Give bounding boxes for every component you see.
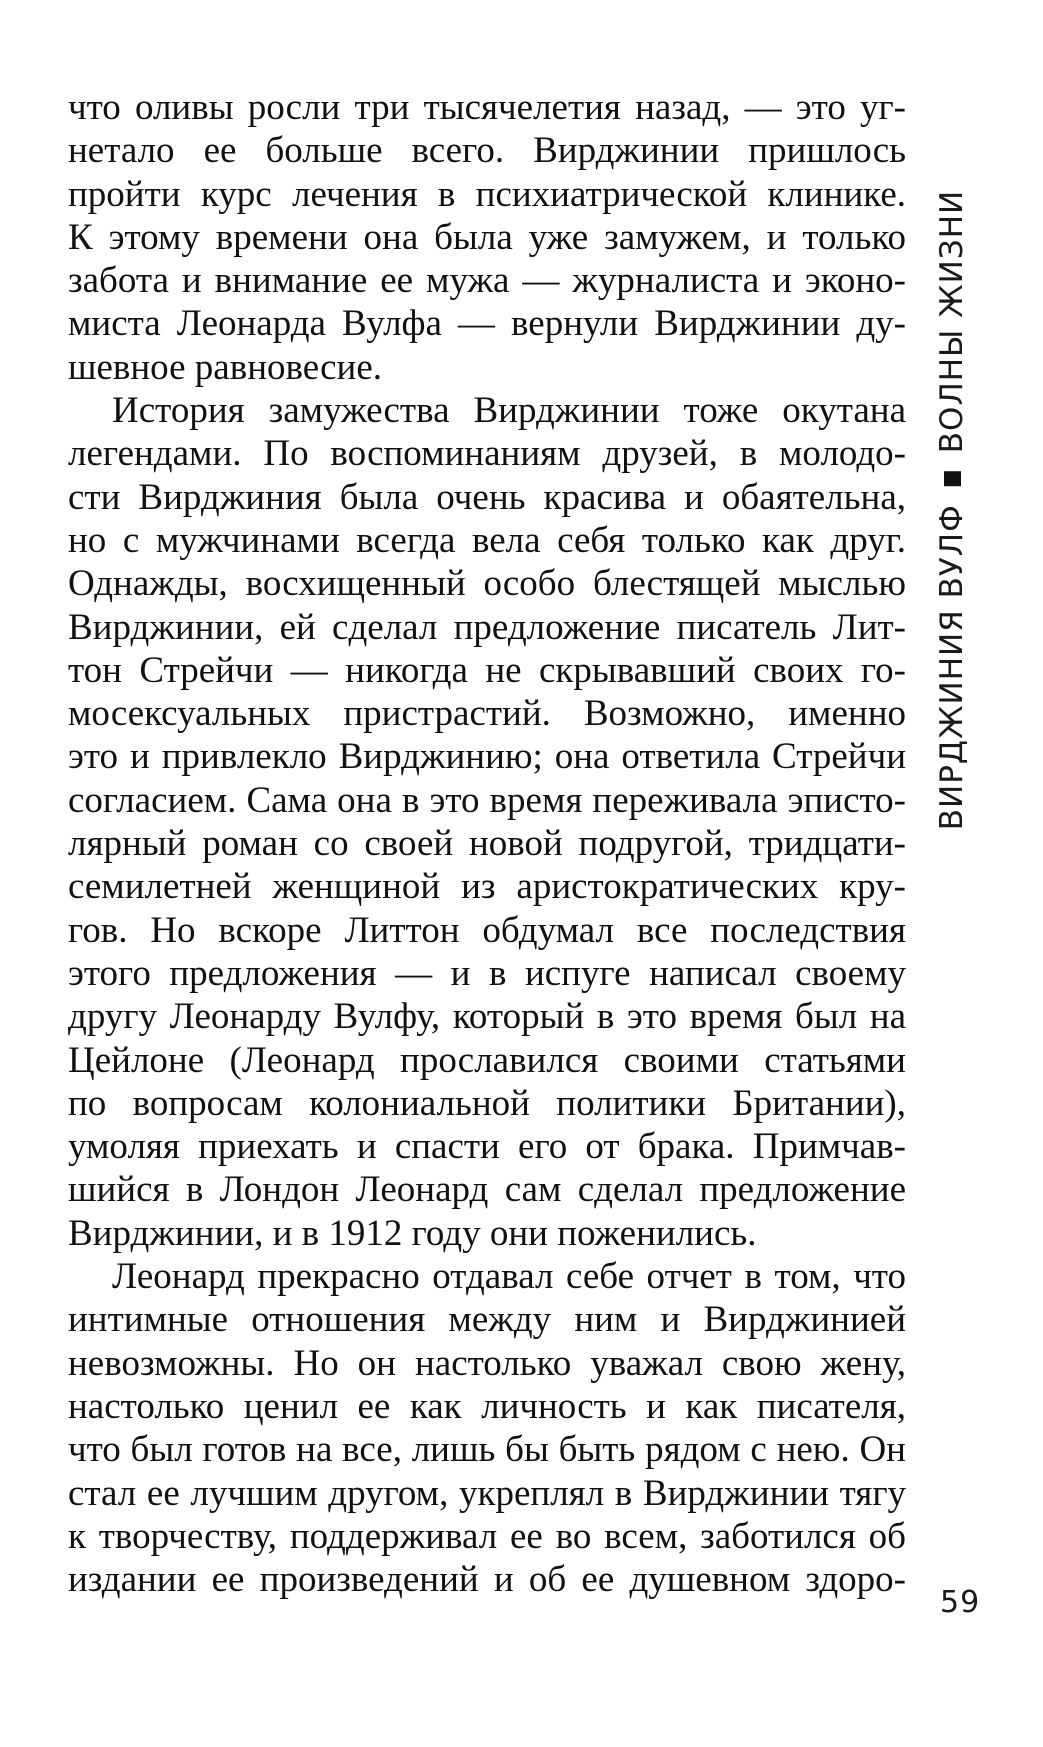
text-line: тон Стрейчи — никогда не скрывавший своих го-	[68, 649, 906, 691]
text-line: умоляя приехать и спасти его от брака. Примчав-	[68, 1126, 906, 1168]
running-head-title: ВОЛНЫ ЖИЗНИ	[934, 189, 970, 454]
body-text	[68, 86, 906, 1601]
text-line: Однажды, восхищенный особо блестящей мыслью	[68, 563, 906, 605]
text-line: забота и внимание ее мужа — журналиста и эконо-	[68, 260, 906, 302]
page-number: 59	[940, 1585, 981, 1620]
text-line: мосексуальных пристрастий. Возможно, именно	[68, 693, 906, 735]
text-line: легендами. По воспоминаниям друзей, в молодо-	[68, 433, 906, 475]
text-line: семилетней женщиной из аристократических кру-	[68, 866, 906, 908]
text-line: другу Леонарду Вулфу, который в это время был на	[68, 996, 906, 1038]
text-line: стал ее лучшим другом, укреплял в Вирджинии тягу	[68, 1472, 906, 1514]
text-line: Цейлоне (Леонард прославился своими статьями	[68, 1039, 906, 1081]
text-line: сти Вирджиния была очень красива и обаятельна,	[68, 476, 906, 518]
running-head-author: ВИРДЖИНИЯ ВУЛФ	[934, 504, 970, 831]
text-line: интимные отношения между ним и Вирджинией	[68, 1299, 906, 1341]
text-line: это и привлекло Вирджинию; она ответила Стрейчи	[68, 736, 906, 778]
paragraph	[68, 389, 906, 1255]
text-line: Вирджинии, и в 1912 году они поженились.	[68, 1212, 757, 1254]
paragraph	[68, 1255, 906, 1601]
text-line: миста Леонарда Вулфа — вернули Вирджинии ду-	[68, 303, 906, 345]
text-line: по вопросам колониальной политики Британии),	[68, 1082, 906, 1124]
text-line: К этому времени она была уже замужем, и только	[68, 216, 906, 258]
text-line: Леонард прекрасно отдавал себе отчет в том, что	[112, 1256, 906, 1298]
text-line: пройти курс лечения в психиатрической клинике.	[68, 173, 906, 215]
text-line: но с мужчинами всегда вела себя только как друг.	[68, 519, 906, 561]
text-line: издании ее произведений и об ее душевном здоро-	[68, 1559, 906, 1601]
text-line: нетало ее больше всего. Вирджинии пришлось	[68, 130, 906, 172]
text-line: невозможны. Но он настолько уважал свою жену,	[68, 1342, 906, 1384]
running-head	[920, 190, 984, 830]
text-line: гов. Но вскоре Литтон обдумал все последствия	[68, 909, 906, 951]
running-head-text	[934, 190, 970, 830]
text-line: История замужества Вирджинии тоже окутана	[112, 390, 906, 432]
text-line: что оливы росли три тысячелетия назад, — это уг-	[68, 87, 906, 128]
text-line: настолько ценил ее как личность и как писателя,	[68, 1385, 906, 1427]
text-line: что был готов на все, лишь бы быть рядом с нею. Он	[68, 1429, 906, 1471]
text-line: шевное равновесие.	[68, 346, 382, 388]
text-line: согласием. Сама она в это время переживала эписто-	[68, 779, 906, 821]
filled-square-icon	[944, 471, 961, 486]
paragraph	[68, 86, 906, 389]
text-line: Вирджинии, ей сделал предложение писатель Лит-	[68, 606, 906, 648]
text-line: лярный роман со своей новой подругой, тридцати-	[68, 823, 906, 865]
text-line: к творчеству, поддерживал ее во всем, заботился об	[68, 1515, 906, 1557]
text-line: этого предложения — и в испуге написал своему	[68, 952, 906, 994]
text-line: шийся в Лондон Леонард сам сделал предложение	[68, 1169, 906, 1211]
